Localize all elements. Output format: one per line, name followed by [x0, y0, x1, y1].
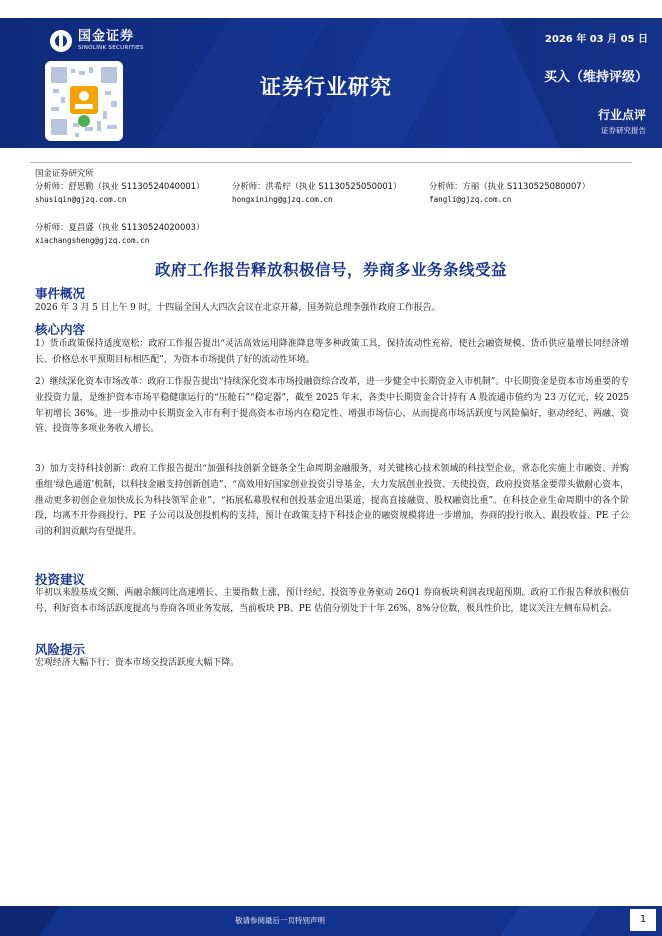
- research-institute: 国金证券研究所: [35, 168, 94, 178]
- page-number: 1: [630, 909, 656, 931]
- report-date: 2026 年 03 月 05 日: [544, 34, 648, 45]
- section-heading-invest: 投资建议: [35, 572, 86, 587]
- analyst-name: 分析师：洪希柠（执业 S1130525050001）: [232, 181, 402, 191]
- core-paragraph-3: 3）加力支持科技创新：政府工作报告提出“加强科技创新全链条全生命周期金融服务，对关键核心技术领域的科技型企业，常态化实施上市融资、并购重组‘绿色通道’机制，以科技金融支持创新创造”、“高效用好国家创业投资引导基金，大力发展创业投资、天使投资，政府投资基金要带头做耐心资本，推动更多初创企业加快成长为科技领军企业”、“拓展私募股权和创投基金退出渠道，提高直接融资、股权融资比重”。在科技企业生命周期中的各个阶段，均离不开券商投行、PE 子公司以及创投机构的支持，预计在政策支持下科技企业的融资规模将进一步增加，券商的投行收入、跟投收益、PE 子公司的利润贡献均有望提升。: [35, 464, 629, 538]
- report-title: 政府工作报告释放积极信号，券商多业务条线受益: [154, 261, 507, 279]
- disclaimer-note[interactable]: 敬请参阅最后一页特别声明: [235, 916, 325, 925]
- rating-badge: 买入（维持评级）: [543, 70, 648, 85]
- report-subtype: 证券研究报告: [601, 126, 646, 135]
- footer-bar: [0, 906, 662, 936]
- analyst-name: 分析师：方丽（执业 S1130525080007）: [429, 181, 590, 191]
- core-paragraph-2: 2）继续深化资本市场改革：政府工作报告提出“持续深化资本市场投融资综合改革，进一步健全中长期资金入市机制”。中长期资金是资本市场重要的专业投资力量，是维护资本市场平稳健康运行的“压舱石”“稳定器”，截至 2025 年末，各类中长期资金合计持有 A 股流通市值约为 23 万亿元，较 2025 年初增长 36%。进一步推动中长期资金入市有利于提高资本市场内在稳定性、增强市场信心，从而提高市场活跃度与风险偏好，驱动经纪、两融、资管、投资等多项业务收入增长。: [35, 377, 629, 435]
- analyst-name: 分析师：舒思勤（执业 S1130524040001）: [35, 181, 205, 191]
- logo-name-cn: 国金证券: [78, 29, 135, 44]
- analyst-email[interactable]: hongxining@gjzq.com.cn: [232, 195, 333, 204]
- qr-code-icon: [45, 61, 123, 141]
- invest-paragraph: 年初以来股基成交额、两融余额同比高速增长、主要指数上涨，预计经纪、投资等业务驱动 26Q1 券商板块利润表现超预期。政府工作报告释放积极信号，利好资本市场活跃度提高与券商各项业务发展，当前板块 PB、PE 估值分别处于十年 26%、8%分位数，极具性价比，建议关注左侧布局机会。: [35, 588, 629, 614]
- core-paragraph-1: 1）货币政策保持适度宽松：政府工作报告提出“灵活高效运用降准降息等多种政策工具，保持流动性充裕，使社会融资规模、货币供应量增长同经济增长、价格总水平预期目标相匹配”，为资本市场提供了好的流动性环境。: [35, 339, 629, 365]
- analyst-card: [35, 180, 204, 206]
- divider: [30, 162, 632, 163]
- section-heading-risk: 风险提示: [35, 642, 86, 657]
- section-heading-core: 核心内容: [35, 322, 86, 337]
- analyst-email[interactable]: xiachangsheng@gjzq.com.cn: [35, 236, 150, 245]
- logo-mark-icon: [50, 30, 72, 52]
- analyst-email[interactable]: shusiqin@gjzq.com.cn: [35, 195, 127, 204]
- analyst-card: [232, 180, 401, 206]
- brand-logo: [50, 30, 144, 52]
- header-banner: [0, 18, 662, 148]
- analyst-card: [35, 221, 204, 247]
- page-title: 证券行业研究: [260, 75, 392, 99]
- analyst-email[interactable]: fangli@gjzq.com.cn: [429, 195, 512, 204]
- event-paragraph: 2026 年 3 月 5 日上午 9 时，十四届全国人大四次会议在北京开幕，国务院总理李强作政府工作报告。: [35, 303, 441, 313]
- analyst-card: [429, 180, 590, 206]
- section-heading-event: 事件概况: [35, 286, 86, 301]
- analyst-name: 分析师：夏昌盛（执业 S1130524020003）: [35, 222, 205, 232]
- report-type: 行业点评: [597, 108, 646, 122]
- risk-paragraph: 宏观经济大幅下行；资本市场交投活跃度大幅下降。: [35, 658, 240, 668]
- logo-name-en: SINOLINK SECURITIES: [78, 45, 144, 51]
